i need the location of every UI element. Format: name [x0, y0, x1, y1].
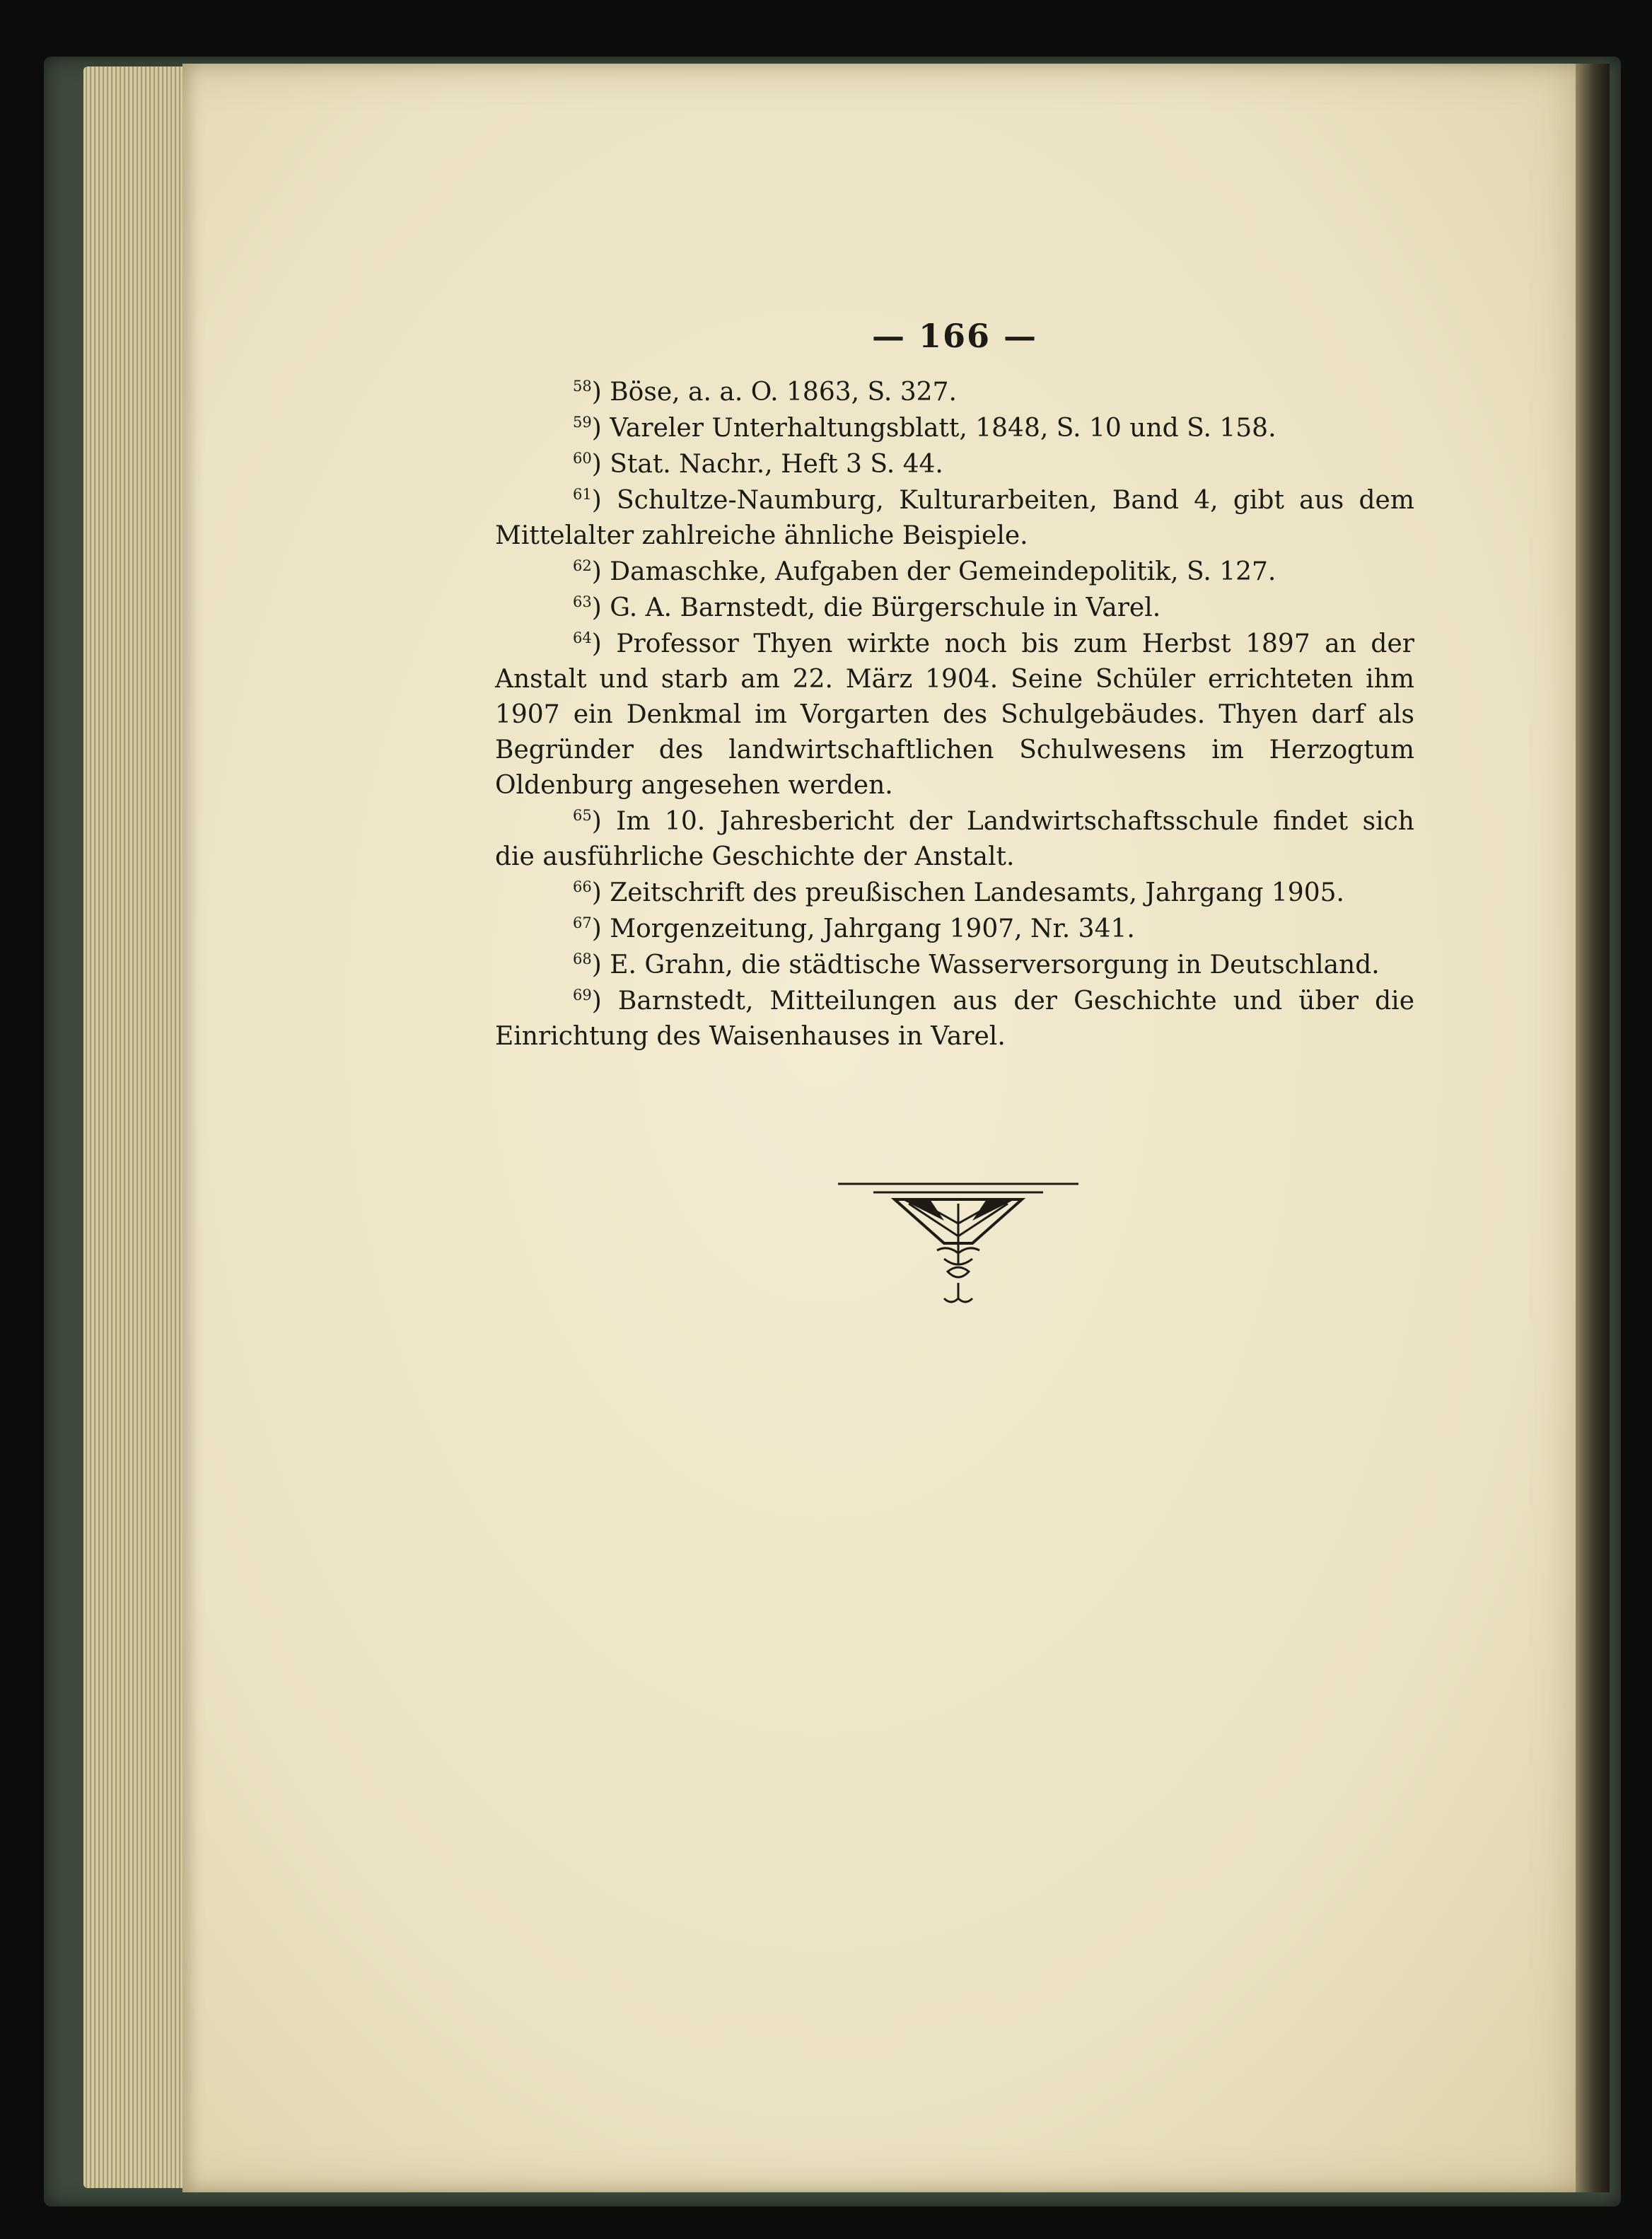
footnote-text: ) Böse, a. a. O. 1863, S. 327. [591, 378, 957, 407]
footnote [495, 411, 1414, 446]
footnote-text: ) Barnstedt, Mitteilungen aus der Geschichte und über die Einrichtung des Waisenhauses in Varel. [495, 987, 1414, 1051]
ornament-tailpiece-icon [831, 1180, 1086, 1307]
footnote [495, 948, 1414, 983]
book-gutter [1576, 64, 1610, 2192]
footnote-text: ) Zeitschrift des preußischen Landesamts, Jahrgang 1905. [591, 878, 1344, 907]
footnote [495, 375, 1414, 410]
footnote-number: 60 [573, 450, 592, 467]
footnote-number: 65 [573, 807, 592, 824]
footnote-text: ) Damaschke, Aufgaben der Gemeindepolitik, S. 127. [591, 557, 1276, 586]
footnote-number: 63 [573, 593, 592, 610]
footnote [495, 627, 1414, 803]
footnote-text: ) Im 10. Jahresbericht der Landwirtschaftsschule findet sich die ausführliche Geschichte der Anstalt. [495, 807, 1414, 871]
footnote-text: ) Stat. Nachr., Heft 3 S. 44. [591, 450, 943, 479]
footnote-number: 64 [573, 629, 592, 646]
footnotes-list [495, 375, 1414, 1055]
page-edges [83, 66, 190, 2188]
footnote-text: ) E. Grahn, die städtische Wasserversorgung in Deutschland. [591, 950, 1380, 979]
footnote-number: 69 [573, 987, 592, 1004]
footnote-text: ) Schultze-Naumburg, Kulturarbeiten, Band 4, gibt aus dem Mittelalter zahlreiche ähnliche Beispiele. [495, 486, 1414, 550]
footnote-number: 68 [573, 950, 592, 967]
footnote-number: 58 [573, 378, 592, 395]
footnote [495, 804, 1414, 875]
footnote [495, 912, 1414, 947]
footnote [495, 591, 1414, 626]
footnote [495, 447, 1414, 482]
footnote [495, 483, 1414, 554]
footnote [495, 876, 1414, 911]
footnote-number: 61 [573, 486, 592, 503]
footnote-number: 59 [573, 414, 592, 431]
footnote [495, 554, 1414, 590]
page-number: — 166 — [871, 317, 1038, 355]
footnote-text: ) G. A. Barnstedt, die Bürgerschule in Varel. [591, 593, 1161, 622]
footnote-number: 67 [573, 914, 592, 931]
footnote-number: 66 [573, 878, 592, 895]
footnote-number: 62 [573, 557, 592, 574]
footnote [495, 984, 1414, 1054]
footnote-text: ) Professor Thyen wirkte noch bis zum Herbst 1897 an der Anstalt und starb am 22. März 1904. Seine Schüler errichteten ihm 1907 ein Denkmal im Vorgarten des Schulgebäudes. Thyen darf als Begründer des landwirtschaftlichen Schulwesens im Herzogtum Oldenburg angesehen werden. [495, 629, 1414, 800]
footnote-text: ) Vareler Unterhaltungsblatt, 1848, S. 10 und S. 158. [591, 414, 1276, 443]
footnote-text: ) Morgenzeitung, Jahrgang 1907, Nr. 341. [591, 914, 1135, 943]
